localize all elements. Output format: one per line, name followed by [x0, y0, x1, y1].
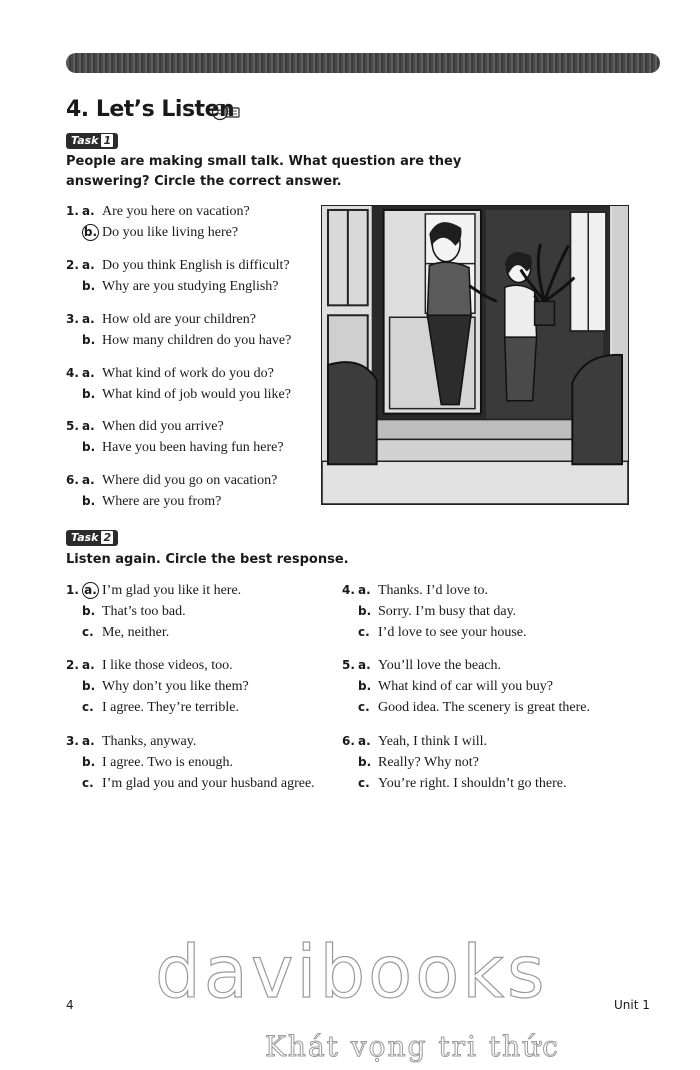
task-1-question-6: 6. a. Where did you go on vacation? b. Where are you from? [66, 470, 277, 512]
option-text[interactable]: Where are you from? [102, 494, 222, 509]
task-1-instructions: People are making small talk. What question are they answering? Circle the correct answer. [66, 154, 462, 189]
option-text[interactable]: I agree. They’re terrible. [102, 700, 239, 715]
task-2-question-3: 3. a. Thanks, anyway. b. I agree. Two is enough. c. I’m glad you and your husband agree. [66, 731, 315, 794]
option-text[interactable]: I’m glad you like it here. [102, 583, 242, 598]
task-2-badge-word: Task [71, 531, 99, 544]
option-text[interactable]: Me, neither. [102, 625, 170, 640]
task-1-badge-word: Task [71, 134, 99, 147]
section-title: 4. Let’s Listen [66, 97, 235, 122]
option-text[interactable]: Have you been having fun here? [102, 440, 284, 455]
circled-answer[interactable]: a. [82, 582, 99, 599]
option-text[interactable]: Yeah, I think I will. [378, 734, 488, 749]
watermark-tagline: Khát vọng tri thức [265, 1030, 560, 1063]
task-2-instructions: Listen again. Circle the best response. [66, 552, 349, 567]
option-text[interactable]: Really? Why not? [378, 755, 479, 770]
task-2-badge-number: 2 [103, 531, 112, 544]
audio-cd-icon [211, 103, 241, 121]
option-text[interactable]: I agree. Two is enough. [102, 755, 233, 770]
task-2-question-2: 2. a. I like those videos, too. b. Why don’t you like them? c. I agree. They’re terrible. [66, 655, 249, 718]
option-text[interactable]: You’re right. I shouldn’t go there. [378, 776, 567, 791]
task-1-question-1: 1. a. Are you here on vacation? b. Do you like living here? [66, 201, 250, 243]
watermark-brand: davibooks [155, 930, 548, 1014]
option-text[interactable]: You’ll love the beach. [378, 658, 501, 673]
task-1-question-4: 4. a. What kind of work do you do? b. What kind of job would you like? [66, 363, 291, 405]
option-text[interactable]: I’m glad you and your husband agree. [102, 776, 315, 791]
task-1-badge [66, 133, 118, 149]
option-text[interactable]: That’s too bad. [102, 604, 186, 619]
option-text[interactable]: Are you here on vacation? [102, 204, 250, 219]
option-text[interactable]: Thanks, anyway. [102, 734, 197, 749]
option-text[interactable]: How old are your children? [102, 312, 256, 327]
option-text[interactable]: Sorry. I’m busy that day. [378, 604, 517, 619]
illustration-two-women-on-steps [321, 205, 629, 505]
option-text[interactable]: When did you arrive? [102, 419, 224, 434]
option-text[interactable]: Thanks. I’d love to. [378, 583, 489, 598]
task-2-question-5: 5. a. You’ll love the beach. b. What kind of car will you buy? c. Good idea. The scenery is great there. [342, 655, 590, 718]
unit-label: Unit 1 [614, 998, 650, 1012]
option-text[interactable]: Why don’t you like them? [102, 679, 249, 694]
circled-answer[interactable]: b. [83, 225, 98, 239]
task-2-question-4: 4. a. Thanks. I’d love to. b. Sorry. I’m busy that day. c. I’d love to see your house. [342, 580, 527, 643]
task-1-badge-number: 1 [103, 134, 112, 147]
task-2-badge [66, 530, 118, 546]
option-text[interactable]: Why are you studying English? [102, 279, 279, 294]
option-text[interactable]: What kind of car will you buy? [378, 679, 553, 694]
option-text[interactable]: Do you like living here? [102, 225, 239, 240]
page-number: 4 [66, 998, 74, 1012]
option-text[interactable]: What kind of work do you do? [102, 366, 274, 381]
task-2-question-1: 1. a. I’m glad you like it here. b. That’s too bad. c. Me, neither. [66, 580, 241, 643]
option-text[interactable]: I’d love to see your house. [378, 625, 527, 640]
task-1-question-5: 5. a. When did you arrive? b. Have you been having fun here? [66, 416, 284, 458]
option-text[interactable]: How many children do you have? [102, 333, 292, 348]
task-1-question-2: 2. a. Do you think English is difficult? b. Why are you studying English? [66, 255, 290, 297]
option-text[interactable]: Good idea. The scenery is great there. [378, 700, 590, 715]
option-text[interactable]: What kind of job would you like? [102, 387, 291, 402]
task-2-question-6: 6. a. Yeah, I think I will. b. Really? Why not? c. You’re right. I shouldn’t go there. [342, 731, 566, 794]
task-1-question-3: 3. a. How old are your children? b. How many children do you have? [66, 309, 291, 351]
option-text[interactable]: Do you think English is difficult? [102, 258, 290, 273]
option-text[interactable]: I like those videos, too. [102, 658, 233, 673]
option-text[interactable]: Where did you go on vacation? [102, 473, 278, 488]
header-decorative-bar [66, 53, 660, 73]
